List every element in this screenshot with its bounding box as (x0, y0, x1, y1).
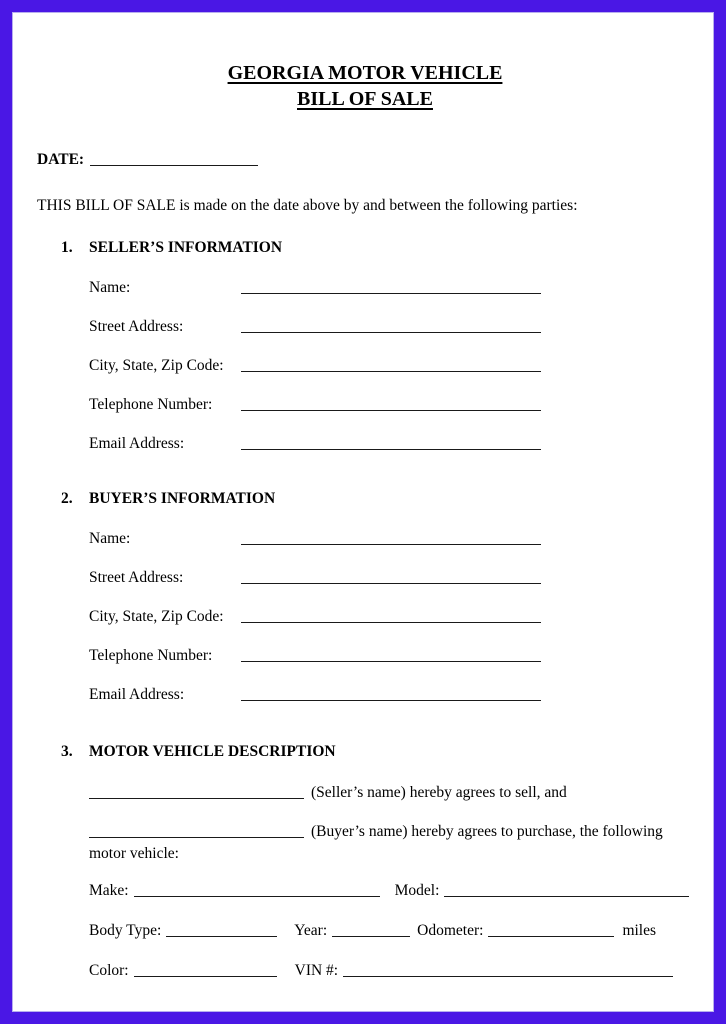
buyer-agrees-continuation: motor vehicle: (89, 845, 179, 862)
buyer-name-label: Name: (89, 530, 131, 547)
miles-suffix-label: miles (622, 922, 657, 939)
field-row-seller-city (89, 355, 693, 377)
section-number-1: 1. (61, 239, 73, 256)
field-row-buyer-city (89, 606, 693, 628)
color-blank[interactable] (134, 975, 277, 977)
odometer-label: Odometer: (417, 922, 484, 939)
buyer-name-inline-blank[interactable] (89, 836, 304, 838)
seller-agrees-text: (Seller’s name) hereby agrees to sell, and (311, 784, 567, 801)
section-title-vehicle: MOTOR VEHICLE DESCRIPTION (89, 743, 336, 760)
buyer-phone-blank[interactable] (241, 660, 541, 662)
title-line-1: GEORGIA MOTOR VEHICLE (227, 62, 503, 84)
vehicle-row-color-vin (89, 960, 693, 982)
section-title-seller: SELLER’S INFORMATION (89, 239, 283, 256)
make-blank[interactable] (134, 895, 380, 897)
body-type-label: Body Type: (89, 922, 162, 939)
buyer-email-blank[interactable] (241, 699, 541, 701)
seller-name-label: Name: (89, 279, 131, 296)
buyer-city-blank[interactable] (241, 621, 541, 623)
document-sheet (12, 12, 714, 1012)
odometer-blank[interactable] (488, 935, 614, 937)
section-heading-seller (61, 237, 693, 259)
model-label: Model: (394, 882, 440, 899)
buyer-city-label: City, State, Zip Code: (89, 608, 224, 625)
seller-city-label: City, State, Zip Code: (89, 357, 224, 374)
title-line-2: BILL OF SALE (297, 88, 433, 110)
date-blank[interactable] (90, 164, 258, 166)
color-label: Color: (89, 962, 129, 979)
seller-email-blank[interactable] (241, 448, 541, 450)
field-row-buyer-name (89, 528, 693, 550)
seller-street-blank[interactable] (241, 331, 541, 333)
seller-phone-label: Telephone Number: (89, 396, 213, 413)
intro-paragraph: THIS BILL OF SALE is made on the date above by and between the following parties: (37, 197, 578, 214)
make-label: Make: (89, 882, 129, 899)
seller-city-blank[interactable] (241, 370, 541, 372)
section-heading-buyer (61, 488, 693, 510)
year-label: Year: (294, 922, 328, 939)
date-row (37, 149, 693, 171)
date-label: DATE: (37, 151, 85, 168)
model-blank[interactable] (444, 895, 689, 897)
seller-email-label: Email Address: (89, 435, 185, 452)
vin-label: VIN #: (294, 962, 339, 979)
buyer-agrees-text: (Buyer’s name) hereby agrees to purchase, the following (311, 823, 663, 840)
buyer-street-label: Street Address: (89, 569, 184, 586)
year-blank[interactable] (332, 935, 410, 937)
field-row-buyer-email (89, 684, 693, 706)
field-row-seller-street (89, 316, 693, 338)
seller-name-inline-blank[interactable] (89, 797, 304, 799)
buyer-street-blank[interactable] (241, 582, 541, 584)
field-row-seller-phone (89, 394, 693, 416)
buyer-fields (37, 528, 693, 706)
vehicle-row-make-model (89, 880, 693, 902)
seller-agrees-statement (89, 782, 693, 804)
buyer-email-label: Email Address: (89, 686, 185, 703)
field-row-seller-name (89, 277, 693, 299)
body-type-blank[interactable] (166, 935, 277, 937)
field-row-buyer-phone (89, 645, 693, 667)
section-heading-vehicle (61, 741, 693, 763)
seller-fields (37, 277, 693, 455)
seller-street-label: Street Address: (89, 318, 184, 335)
seller-phone-blank[interactable] (241, 409, 541, 411)
seller-name-blank[interactable] (241, 292, 541, 294)
vehicle-row-body-year-odometer (89, 920, 693, 942)
field-row-buyer-street (89, 567, 693, 589)
buyer-phone-label: Telephone Number: (89, 647, 213, 664)
buyer-name-blank[interactable] (241, 543, 541, 545)
vin-blank[interactable] (343, 975, 673, 977)
section-number-2: 2. (61, 490, 73, 507)
section-title-buyer: BUYER’S INFORMATION (89, 490, 276, 507)
section-number-3: 3. (61, 743, 73, 760)
buyer-agrees-statement (89, 821, 693, 865)
document-title (37, 60, 693, 112)
field-row-seller-email (89, 433, 693, 455)
